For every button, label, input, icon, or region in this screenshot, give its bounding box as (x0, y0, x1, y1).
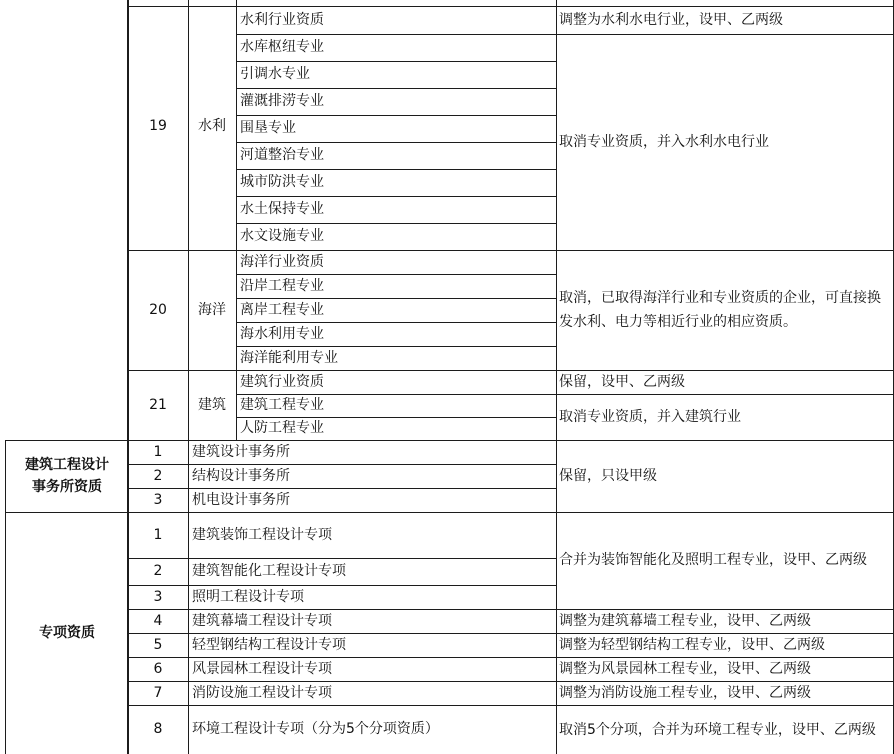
grid-line (128, 558, 556, 559)
table-cell-number: 1 (153, 526, 163, 543)
table-cell-item: 人防工程专业 (240, 420, 324, 436)
table-cell-remark: 保留，只设甲级 (559, 467, 657, 484)
grid-line (128, 488, 556, 489)
table-cell-remark: 取消5个分项，合并为环境工程专业，设甲、乙两级 (559, 721, 876, 738)
table-cell-item: 引调水专业 (240, 66, 310, 82)
table-cell-number: 19 (149, 117, 167, 134)
table-cell-item: 水库枢纽专业 (240, 39, 324, 55)
grid-line (236, 88, 556, 89)
table-cell-item: 水利行业资质 (240, 11, 324, 28)
table-cell-remark: 取消专业资质，并入建筑行业 (559, 408, 741, 425)
grid-line (128, 6, 894, 7)
table-cell-item: 建筑装饰工程设计专项 (192, 526, 332, 543)
table-cell-industry: 水利 (198, 117, 226, 134)
table-cell-item: 结构设计事务所 (192, 467, 290, 484)
grid-line (236, 346, 556, 347)
table-cell-number: 3 (153, 491, 163, 508)
table-cell-item: 照明工程设计专项 (192, 588, 304, 605)
table-cell-number: 5 (153, 636, 163, 653)
table-cell-remark: 取消专业资质，并入水利水电行业 (559, 133, 769, 150)
table-cell-item: 围垦专业 (240, 120, 296, 136)
grid-line (128, 585, 556, 586)
grid-line (128, 370, 894, 371)
table-cell-item: 环境工程设计专项（分为5个分项资质） (192, 721, 439, 737)
grid-line (128, 250, 894, 251)
table-cell-number: 4 (153, 612, 163, 629)
table-cell-item: 离岸工程专业 (240, 301, 324, 318)
table-cell-number: 21 (149, 396, 167, 413)
grid-line (236, 169, 556, 170)
table-cell-industry: 海洋 (198, 301, 226, 318)
table-cell-item: 建筑智能化工程设计专项 (192, 563, 346, 579)
table-cell-item: 灌溉排涝专业 (240, 93, 324, 109)
table-cell-item: 水土保持专业 (240, 201, 324, 217)
table-cell-item: 消防设施工程设计专项 (192, 684, 332, 701)
table-cell-number: 8 (153, 721, 163, 737)
grid-line (128, 681, 894, 682)
table-cell-number: 7 (153, 684, 163, 701)
table-cell-number: 2 (153, 467, 163, 484)
table-cell-remark: 调整为风景园林工程专业，设甲、乙两级 (559, 660, 811, 677)
grid-line (128, 609, 894, 610)
grid-line (188, 0, 189, 754)
table-cell-remark: 合并为装饰智能化及照明工程专业，设甲、乙两级 (559, 552, 867, 568)
grid-line (236, 61, 556, 62)
grid-line (236, 298, 556, 299)
table-cell-remark: 保留，设甲、乙两级 (559, 373, 685, 390)
grid-line (128, 657, 894, 658)
grid-line (5, 440, 6, 754)
table-cell-item: 风景园林工程设计专项 (192, 660, 332, 677)
table-cell-item: 水文设施专业 (240, 228, 324, 244)
table-cell-item: 城市防洪专业 (240, 174, 324, 190)
table-cell-remark: 调整为消防设施工程专业，设甲、乙两级 (559, 684, 811, 701)
table-cell-remark: 调整为建筑幕墙工程专业，设甲、乙两级 (559, 612, 811, 629)
table-cell-number: 3 (153, 588, 163, 605)
grid-line (128, 633, 894, 634)
table-cell-item: 建筑行业资质 (240, 373, 324, 390)
grid-line (128, 464, 556, 465)
grid-line (236, 322, 556, 323)
table-cell-item: 海水利用专业 (240, 325, 324, 342)
grid-line (236, 196, 556, 197)
table-cell-item: 轻型钢结构工程设计专项 (192, 636, 346, 653)
grid-line (236, 142, 556, 143)
table-cell-number: 20 (149, 301, 167, 318)
table-cell-item: 沿岸工程专业 (240, 277, 324, 294)
grid-line (5, 440, 894, 441)
table-cell-remark: 取消，已取得海洋行业和专业资质的企业，可直接换发水利、电力等相近行业的相应资质。 (559, 290, 881, 330)
grid-line (236, 34, 894, 35)
grid-line (236, 115, 556, 116)
grid-line (236, 394, 894, 395)
grid-line (236, 274, 556, 275)
grid-line (556, 0, 557, 754)
table-cell-item: 河道整治专业 (240, 147, 324, 163)
table-cell-number: 6 (153, 660, 163, 677)
grid-line (236, 0, 237, 440)
table-cell-number: 2 (153, 563, 163, 579)
table-cell-item: 建筑幕墙工程设计专项 (192, 612, 332, 629)
grid-line (5, 512, 894, 513)
grid-line (236, 417, 556, 418)
table-cell-item: 海洋行业资质 (240, 253, 324, 270)
table-cell-category: 建筑工程设计事务所资质 (25, 457, 109, 495)
table-cell-number: 1 (153, 443, 163, 460)
grid-line (128, 705, 894, 706)
table-cell-item: 海洋能利用专业 (240, 349, 338, 366)
table-cell-remark: 调整为轻型钢结构工程专业，设甲、乙两级 (559, 636, 825, 653)
table-cell-category: 专项资质 (39, 624, 95, 641)
table-cell-item: 建筑设计事务所 (192, 443, 290, 460)
table-cell-item: 建筑工程专业 (240, 397, 324, 413)
grid-line (236, 223, 556, 224)
table-cell-item: 机电设计事务所 (192, 491, 290, 508)
table-cell-industry: 建筑 (198, 396, 226, 413)
table-cell-remark: 调整为水利水电行业，设甲、乙两级 (559, 11, 783, 28)
grid-line (127, 0, 129, 754)
